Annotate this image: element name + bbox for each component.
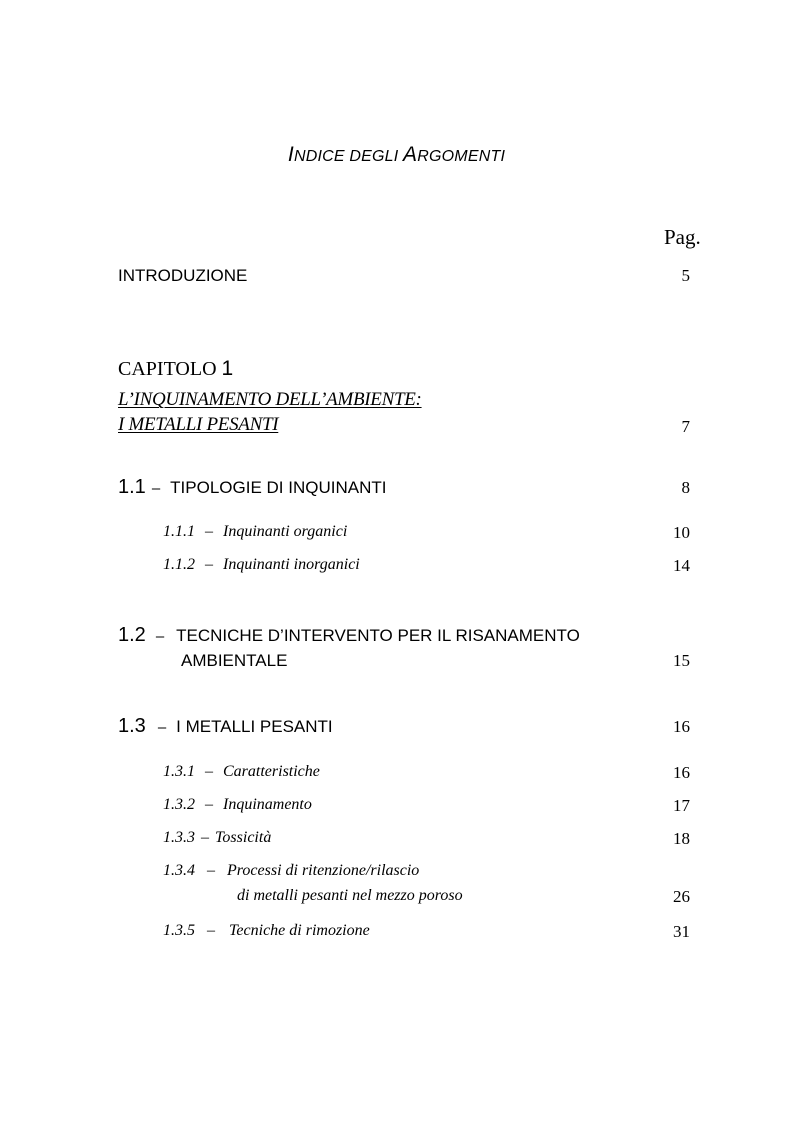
toc-entry-introduction-label: INTRODUZIONE	[118, 266, 248, 285]
toc-subsection-1-1-1	[163, 523, 347, 541]
chapter-title-line-1: L’INQUINAMENTO DELL’AMBIENTE:	[118, 389, 422, 410]
dash-separator: –	[205, 763, 213, 780]
subsection-title: Inquinanti inorganici	[223, 556, 360, 573]
chapter-page: 7	[681, 417, 690, 436]
toc-section-1-2	[118, 624, 580, 647]
subsection-number: 1.3.1	[163, 763, 195, 780]
section-title-line-1: TECNICHE D’INTERVENTO PER IL RISANAMENTO	[176, 626, 580, 645]
toc-section-1-3	[118, 715, 333, 738]
toc-entry-introduction-page: 5	[681, 266, 690, 285]
toc-section-1-2-line-2: AMBIENTALE	[181, 651, 288, 670]
subsection-number: 1.1.1	[163, 523, 195, 540]
section-number: 1.1	[118, 476, 146, 498]
page-title	[0, 143, 793, 167]
toc-subsection-1-3-1	[163, 763, 320, 781]
subsection-title: Tecniche di rimozione	[229, 922, 370, 939]
toc-subsection-1-3-4-line-2: di metalli pesanti nel mezzo poroso	[237, 887, 463, 904]
dash-separator: –	[155, 628, 165, 645]
toc-subsection-1-3-4	[163, 862, 419, 880]
page-column-header: Pag.	[664, 225, 701, 249]
toc-subsection-1-3-5	[163, 922, 370, 940]
toc-section-1-1	[118, 476, 386, 499]
subsection-title: Caratteristiche	[223, 763, 320, 780]
subsection-title: Inquinanti organici	[223, 523, 348, 540]
dash-separator: –	[207, 922, 215, 939]
chapter-number: 1	[221, 357, 234, 380]
toc-subsection-1-1-2	[163, 556, 360, 574]
subsection-number: 1.3.3	[163, 829, 195, 846]
toc-subsection-1-3-2	[163, 796, 312, 814]
dash-separator: –	[151, 480, 161, 497]
chapter-label: CAPITOLO	[118, 358, 222, 380]
subsection-number: 1.3.5	[163, 922, 195, 939]
title-word-1: NDICE DEGLI	[293, 148, 404, 165]
toc-subsection-1-3-2-page: 17	[673, 796, 690, 815]
title-initial-2: A	[403, 143, 418, 166]
toc-subsection-1-3-3	[163, 829, 271, 847]
subsection-title: Tossicità	[215, 829, 272, 846]
dash-separator: –	[205, 523, 213, 540]
dash-separator: –	[157, 719, 167, 736]
subsection-number: 1.3.4	[163, 862, 195, 879]
title-word-2: RGOMENTI	[417, 148, 506, 165]
section-number: 1.2	[118, 624, 146, 646]
toc-subsection-1-1-1-page: 10	[673, 523, 690, 542]
title-initial-1: I	[287, 143, 294, 166]
dash-separator: –	[205, 796, 213, 813]
subsection-title: Inquinamento	[223, 796, 312, 813]
dash-separator: –	[201, 829, 209, 846]
chapter-title-line-2: I METALLI PESANTI	[118, 414, 279, 435]
section-number: 1.3	[118, 715, 146, 737]
toc-subsection-1-3-3-page: 18	[673, 829, 690, 848]
toc-subsection-1-3-5-page: 31	[673, 922, 690, 941]
toc-subsection-1-1-2-page: 14	[673, 556, 690, 575]
dash-separator: –	[205, 556, 213, 573]
subsection-number: 1.1.2	[163, 556, 195, 573]
subsection-title-line-1: Processi di ritenzione/rilascio	[227, 862, 420, 879]
subsection-number: 1.3.2	[163, 796, 195, 813]
toc-section-1-2-page: 15	[673, 651, 690, 670]
toc-subsection-1-3-4-page: 26	[673, 887, 690, 906]
toc-section-1-1-page: 8	[681, 478, 690, 497]
dash-separator: –	[207, 862, 215, 879]
section-title: I METALLI PESANTI	[176, 717, 333, 736]
chapter-heading	[118, 357, 233, 381]
toc-section-1-3-page: 16	[673, 717, 690, 736]
toc-subsection-1-3-1-page: 16	[673, 763, 690, 782]
section-title: TIPOLOGIE DI INQUINANTI	[170, 478, 387, 497]
